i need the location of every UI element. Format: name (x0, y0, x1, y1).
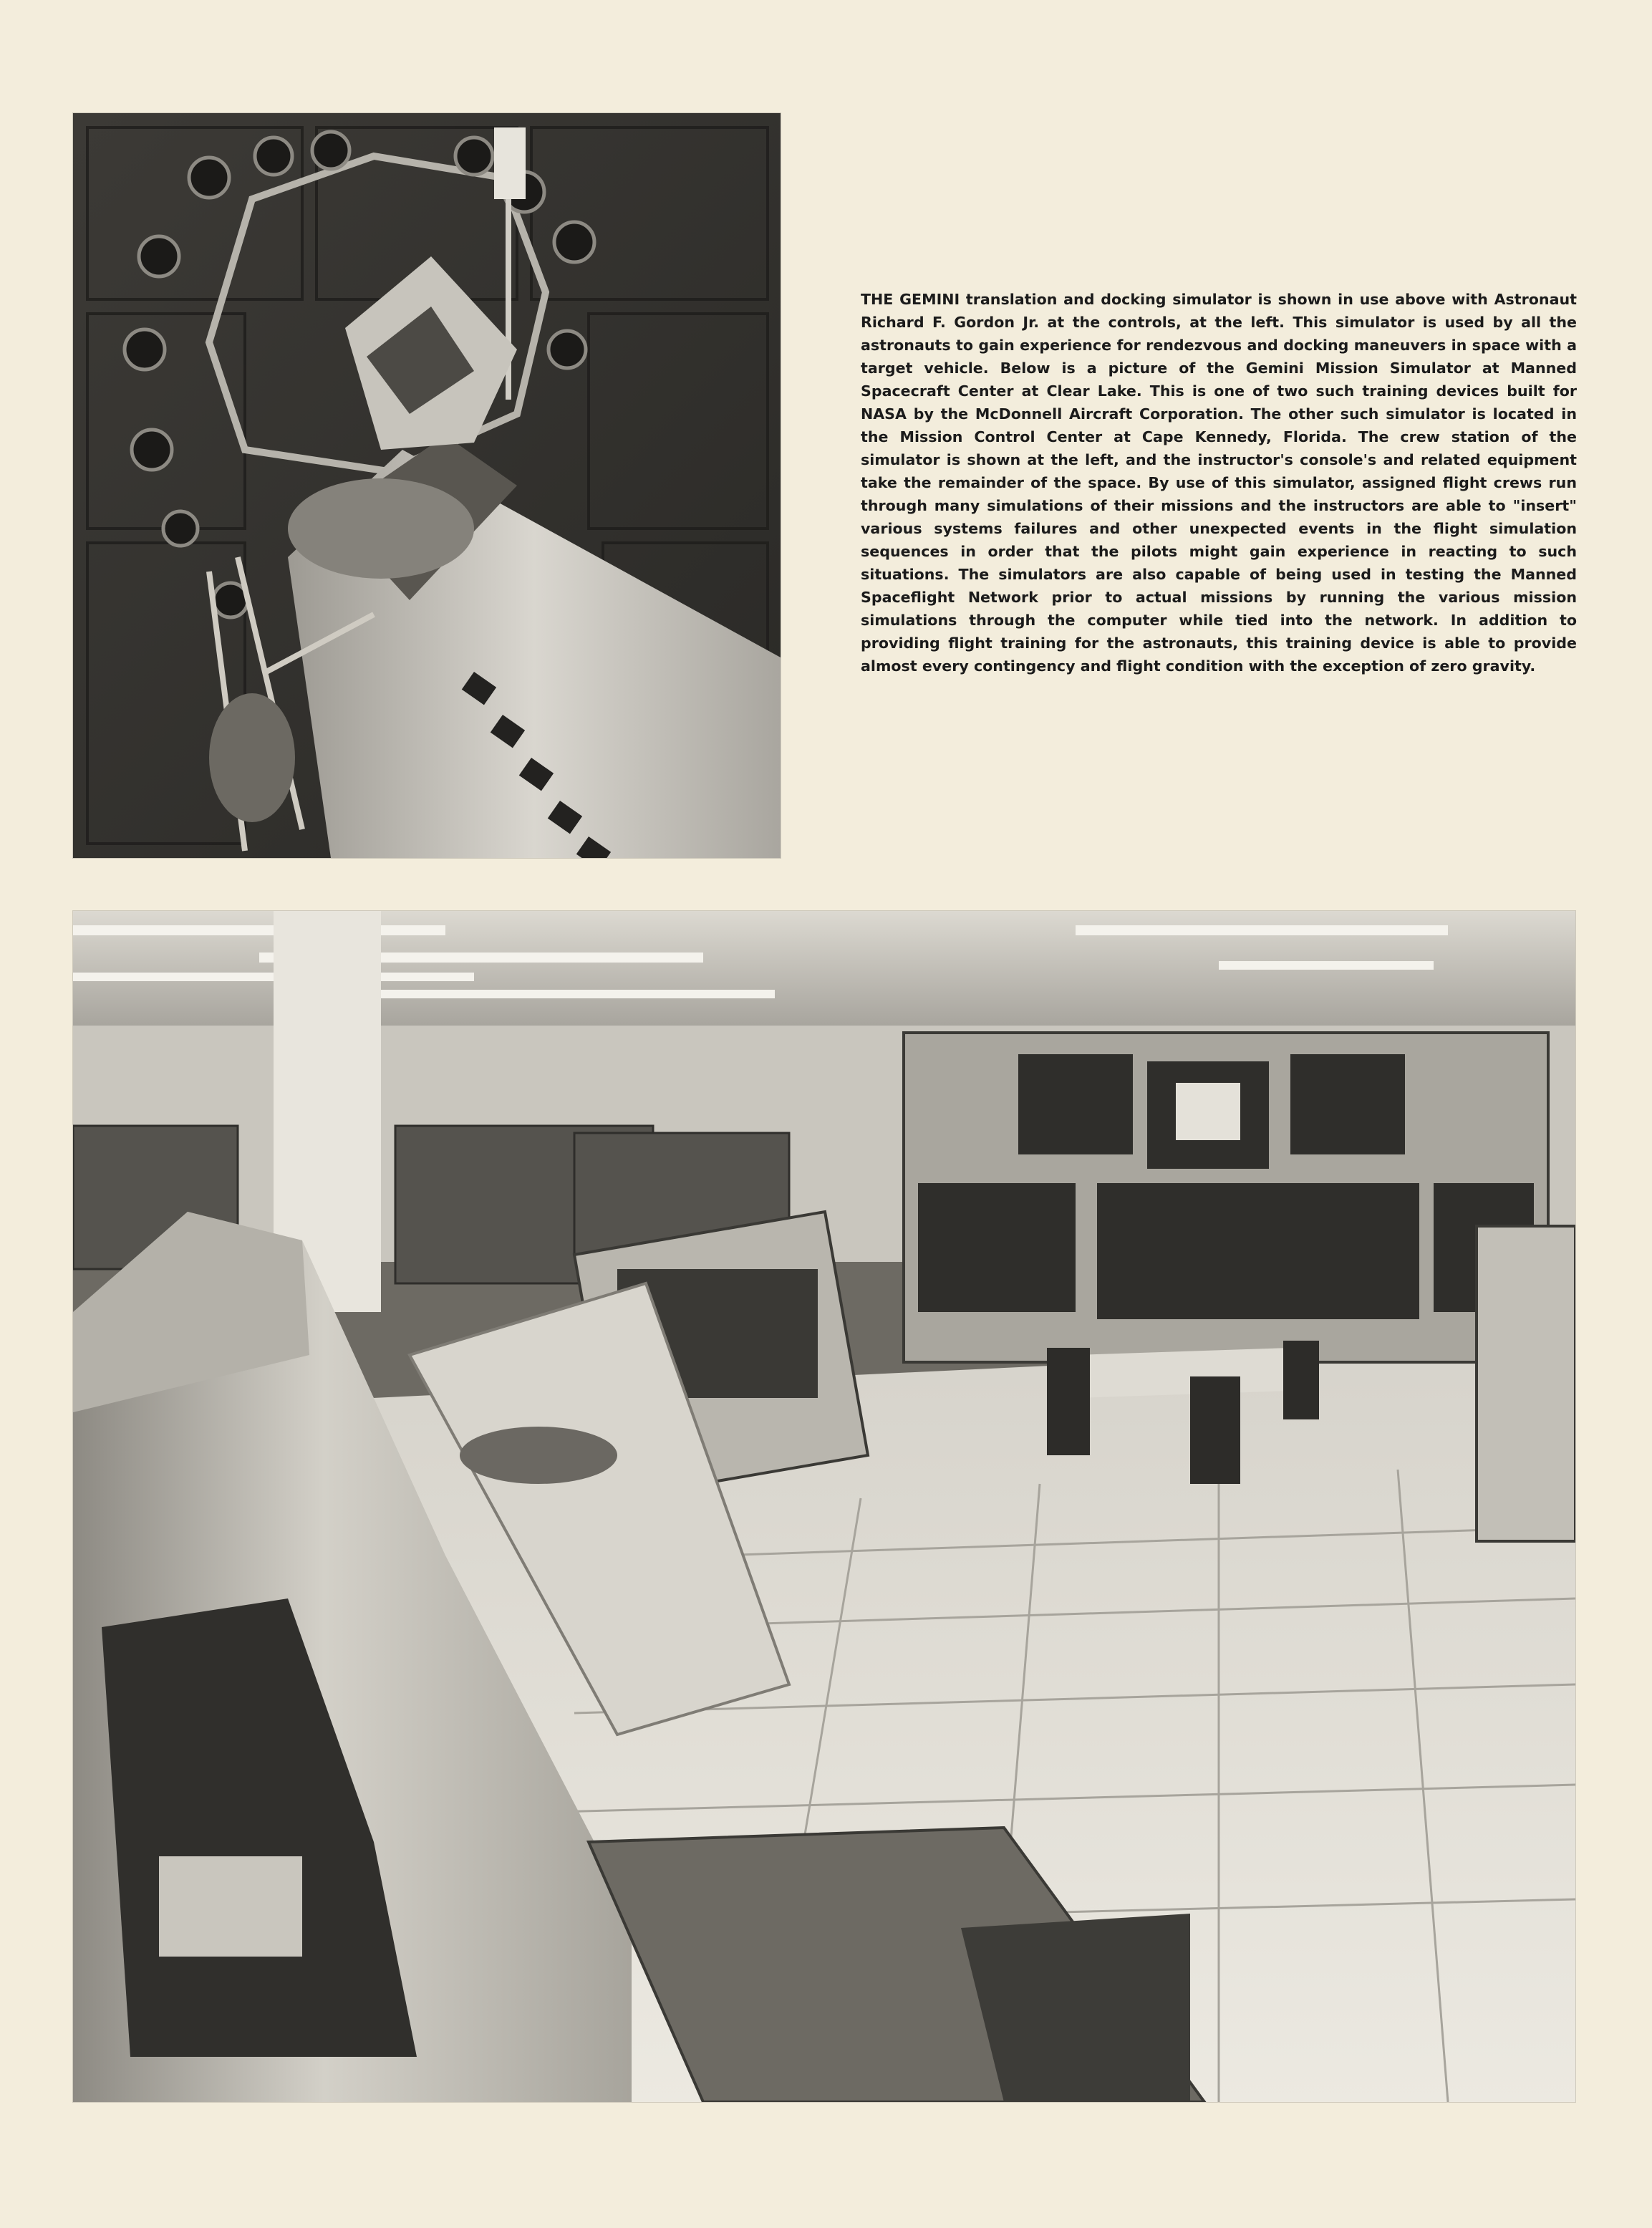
caption-lead: THE GEMINI (861, 291, 960, 308)
mission-simulator-photo (73, 911, 1575, 2102)
docking-simulator-illustration (73, 113, 781, 858)
mission-simulator-illustration (73, 911, 1575, 2102)
photo-caption (861, 288, 1577, 677)
docking-simulator-photo (73, 113, 781, 858)
caption-body: translation and docking simulator is shown in use above with Astronaut Richard F. Gordon Jr. at the controls, at the left. This simulator is used by all the astronauts to gain experience for rendezvous and docking maneuvers in space with a target vehicle. Below is a picture of the Gemini Mission Simulator at Manned Spacecraft Center at Clear Lake. This is one of two such training devices built for NASA by the McDonnell Aircraft Corporation. The other such simulator is located in the Mission Control Center at Cape Kennedy, Florida. The crew station of the simulator is shown at the left, and the instructor's console's and related equipment take the remainder of the space. By use of this simulator, assigned flight crews run through many simulations of their missions and the instructors are able to "insert" various systems failures and other unexpected events in the flight simulation sequences in order that the pilots might gain experience in reacting to such situations. The simulators are also capable of being used in testing the Manned Spaceflight Network prior to actual missions by running the various mission simulations through the computer while tied into the network. In addition to providing flight training for the astronauts, this training device is able to provide almost every contingency and flight condition with the exception of zero gravity. (861, 291, 1577, 675)
